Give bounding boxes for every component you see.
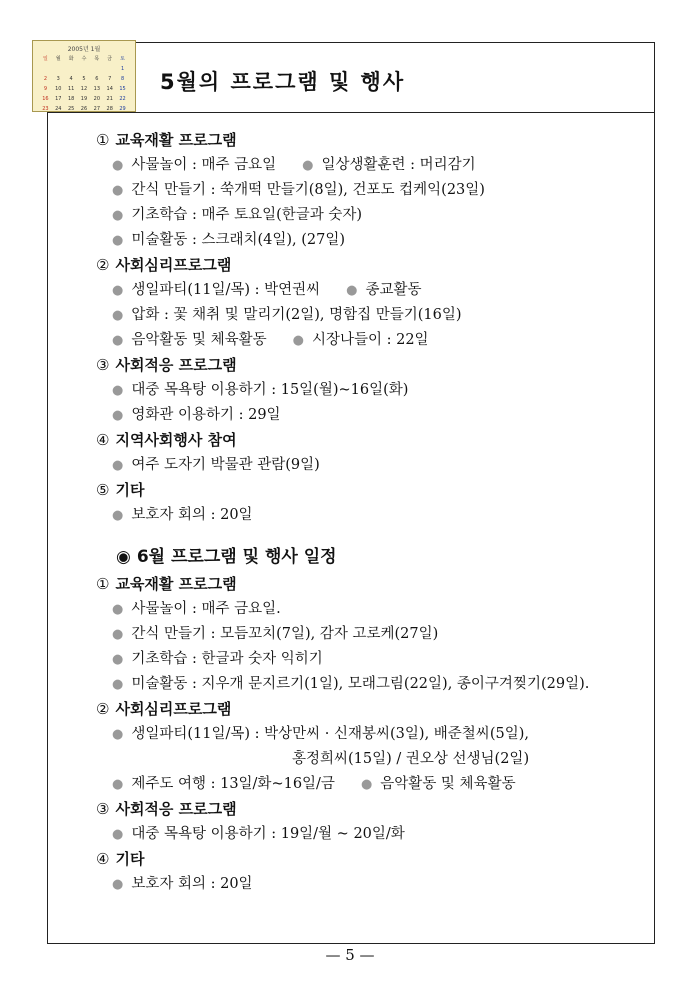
item-extra-text: 일상생활훈련 : 머리감기: [321, 157, 476, 173]
june-title: 6월 프로그램 및 행사 일정: [136, 547, 337, 567]
section-title: 기타: [115, 850, 145, 868]
list-item: [96, 303, 636, 328]
calendar-day: 23: [42, 106, 49, 112]
calendar-day: 10: [55, 86, 62, 92]
section-number: ⑤: [96, 481, 110, 499]
calendar-weekday: 일: [43, 56, 48, 62]
section-number: ④: [96, 431, 110, 449]
calendar-weekday: 토: [120, 56, 125, 62]
section-heading: [96, 478, 636, 503]
item-text: 기초학습 : 한글과 숫자 익히기: [131, 651, 323, 667]
section-number: ②: [96, 256, 110, 274]
item-text: 생일파티(11일/목) : 박상만씨 · 신재봉씨(3일), 배준철씨(5일),: [131, 726, 529, 742]
bullet-icon: ●: [112, 727, 124, 742]
item-text: 여주 도자기 박물관 관람(9일): [131, 457, 320, 473]
calendar-day: 13: [93, 86, 101, 92]
calendar-day: 26: [80, 106, 88, 112]
calendar-day: [65, 65, 78, 74]
bullet-icon: ●: [112, 627, 124, 642]
bullet-icon: ●: [112, 458, 124, 473]
item-extra-text: 음악활동 및 체육활동: [380, 776, 516, 792]
item-extra-text: 종교활동: [365, 282, 422, 298]
calendar-day: 6: [95, 76, 99, 82]
page-number: — 5 —: [325, 946, 375, 964]
calendar-day: 20: [93, 96, 101, 102]
section-title: 기타: [115, 481, 145, 499]
calendar-day: 3: [56, 76, 60, 82]
header-rule: [47, 112, 655, 113]
calendar-day: 2: [43, 76, 48, 82]
list-item: [96, 378, 636, 403]
calendar-weekday: 수: [81, 56, 87, 62]
item-continuation: 홍정희씨(15일) / 권오상 선생님(2일): [292, 751, 530, 767]
calendar-weekday: 금: [107, 56, 113, 62]
calendar-day: 29: [119, 106, 126, 112]
section-heading: [96, 572, 636, 597]
calendar-day: 15: [119, 86, 126, 92]
item-text: 보호자 회의 : 20일: [131, 507, 253, 523]
bullet-icon: ●: [112, 208, 124, 223]
list-item: [96, 503, 636, 528]
item-text: 생일파티(11일/목) : 박연권씨: [131, 282, 321, 298]
section-title: 교육재활 프로그램: [115, 131, 237, 149]
item-text: 대중 목욕탕 이용하기 : 19일/월 ~ 20일/화: [131, 826, 405, 842]
section-title: 사회적응 프로그램: [115, 800, 237, 818]
calendar-day: 19: [80, 96, 88, 102]
calendar-day: 9: [43, 86, 48, 92]
bullet-icon: ●: [112, 508, 124, 523]
section-number: ③: [96, 800, 110, 818]
circle-bullet-icon: ◉: [116, 547, 131, 567]
bullet-icon: ●: [112, 333, 124, 348]
calendar-day: 7: [108, 76, 112, 82]
calendar-title: 2005년 1월: [67, 46, 101, 53]
section-heading: [96, 428, 636, 453]
bullet-icon: ●: [112, 308, 124, 323]
calendar-day: 22: [119, 96, 126, 102]
section-number: ③: [96, 356, 110, 374]
list-item: [96, 178, 636, 203]
item-text: 음악활동 및 체육활동: [131, 332, 267, 348]
calendar-day: [52, 65, 65, 74]
calendar-day: [39, 65, 52, 74]
item-extra-text: 시장나들이 : 22일: [311, 332, 429, 348]
list-item: [96, 403, 636, 428]
section-heading: [96, 253, 636, 278]
bullet-icon: ●: [112, 283, 124, 298]
item-text: 사물놀이 : 매주 금요일: [131, 157, 277, 173]
list-item: [96, 597, 636, 622]
section-number: ①: [96, 575, 110, 593]
calendar-day: 12: [80, 86, 88, 92]
bullet-icon: ●: [112, 158, 124, 173]
calendar-day: 8: [120, 76, 125, 82]
bullet-icon: ●: [112, 383, 124, 398]
list-item: [96, 722, 636, 747]
bullet-icon: ●: [112, 408, 124, 423]
list-item: [96, 822, 636, 847]
bullet-icon: ●: [346, 283, 358, 298]
list-item: [96, 772, 636, 797]
section-number: ②: [96, 700, 110, 718]
bullet-icon: ●: [292, 333, 304, 348]
list-item: [96, 328, 636, 353]
calendar-day: [78, 65, 91, 74]
calendar-day: 18: [67, 96, 75, 102]
item-text: 보호자 회의 : 20일: [131, 876, 253, 892]
bullet-icon: ●: [112, 183, 124, 198]
calendar-day: 4: [69, 76, 73, 82]
calendar-weekday: 목: [94, 56, 100, 62]
calendar-day: 1: [120, 66, 125, 72]
list-item: [96, 672, 636, 697]
calendar-day: 17: [55, 96, 62, 102]
item-text: 영화관 이용하기 : 29일: [131, 407, 281, 423]
list-item: [96, 203, 636, 228]
calendar-day: [90, 65, 103, 74]
bullet-icon: ●: [112, 777, 124, 792]
bullet-icon: ●: [112, 877, 124, 892]
calendar-weekday: 월: [55, 56, 61, 62]
calendar-day: 14: [106, 86, 113, 92]
section-title: 사회심리프로그램: [115, 700, 232, 718]
bullet-icon: ●: [360, 777, 373, 792]
section-number: ④: [96, 850, 110, 868]
calendar-day: 24: [55, 106, 62, 112]
section-number: ①: [96, 131, 110, 149]
section-heading: [96, 128, 636, 153]
section-heading: [96, 353, 636, 378]
section-title: 사회적응 프로그램: [115, 356, 237, 374]
bullet-icon: ●: [112, 677, 124, 692]
calendar-grid: [39, 55, 129, 114]
list-item: [96, 622, 636, 647]
item-text: 간식 만들기 : 모듬꼬치(7일), 감자 고로케(27일): [131, 626, 439, 642]
item-text: 제주도 여행 : 13일/화~16일/금: [131, 776, 335, 792]
item-text: 압화 : 꽃 채취 및 말리기(2일), 명함집 만들기(16일): [131, 307, 462, 323]
list-item: [96, 278, 636, 303]
section-heading: [96, 797, 636, 822]
calendar-day: 25: [67, 106, 75, 112]
list-item: [96, 872, 636, 897]
document-body: [96, 128, 636, 897]
calendar-icon: [32, 40, 136, 112]
section-title: 지역사회행사 참여: [115, 431, 237, 449]
bullet-icon: ●: [112, 602, 124, 617]
section-title: 사회심리프로그램: [115, 256, 232, 274]
calendar-day: 11: [67, 86, 75, 92]
section-heading: [96, 847, 636, 872]
calendar-day: 21: [106, 96, 113, 102]
item-text: 미술활동 : 지우개 문지르기(1일), 모래그림(22일), 종이구겨찢기(29일).: [131, 676, 590, 692]
item-text: 대중 목욕탕 이용하기 : 15일(월)~16일(화): [131, 382, 409, 398]
section-heading: [96, 697, 636, 722]
item-text: 간식 만들기 : 쑥개떡 만들기(8일), 건포도 컵케익(23일): [131, 182, 485, 198]
item-text: 미술활동 : 스크래치(4일), (27일): [131, 232, 346, 248]
calendar-weekday: 화: [68, 56, 74, 62]
list-item: [96, 228, 636, 253]
calendar-day: 27: [93, 106, 101, 112]
item-text: 기초학습 : 매주 토요일(한글과 숫자): [131, 207, 363, 223]
bullet-icon: ●: [112, 652, 124, 667]
item-text: 사물놀이 : 매주 금요일.: [131, 601, 281, 617]
calendar-day: [103, 65, 116, 74]
calendar-day: 16: [42, 96, 49, 102]
bullet-icon: ●: [112, 233, 124, 248]
list-item: [96, 153, 636, 178]
section-title: 교육재활 프로그램: [115, 575, 237, 593]
calendar-day: 5: [82, 76, 86, 82]
list-item: [96, 647, 636, 672]
bullet-icon: ●: [112, 827, 124, 842]
list-item: [96, 453, 636, 478]
page-title: 5월의 프로그램 및 행사: [160, 70, 406, 94]
bullet-icon: ●: [302, 158, 314, 173]
section-heading-june: [96, 542, 636, 572]
calendar-day: 28: [106, 106, 113, 112]
